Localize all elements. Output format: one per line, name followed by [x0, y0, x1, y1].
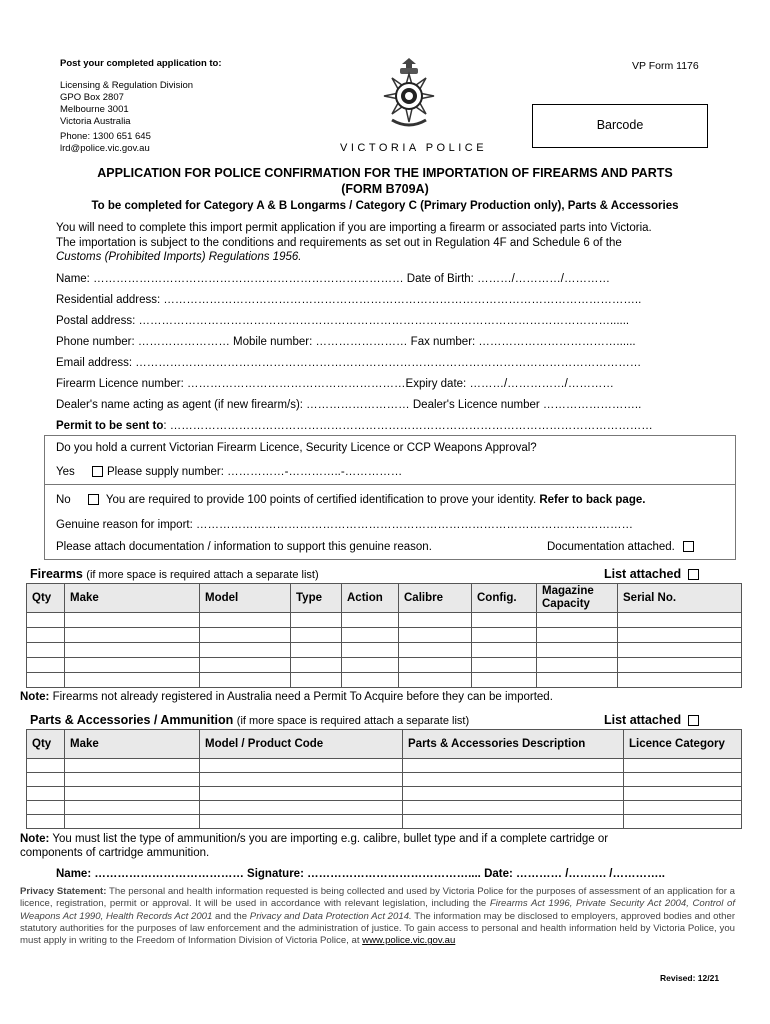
- address-line: Victoria Australia: [60, 116, 131, 127]
- table-row[interactable]: [27, 658, 742, 673]
- licence-question-box: [44, 435, 736, 485]
- list-attached-checkbox[interactable]: [688, 715, 699, 726]
- privacy-text: The personal and health information requested is being collected and used by Victoria Police for the purposes of assessment of an application for a licence, registration, permit or approval. It will be used in accordance with relevant legislation, including the: [20, 886, 735, 910]
- privacy-acts: Firearms Act 1996, Private Security Act 2004, Control of Weapons Act 1990, Health Records Act 2001: [20, 898, 735, 922]
- address-line: GPO Box 2807: [60, 92, 124, 103]
- residential-address-field[interactable]: Residential address: ……………………………………………………………………………………………………………..: [56, 294, 642, 306]
- doc-attached-option[interactable]: [547, 541, 698, 553]
- yes-option[interactable]: [56, 466, 402, 478]
- dealer-field[interactable]: Dealer's name acting as agent (if new firearm/s): ……………………… Dealer's Licence number ……………………..: [56, 399, 642, 411]
- col-qty: Qty: [27, 730, 65, 759]
- no-licence-box: [44, 484, 736, 560]
- privacy-acts: Privacy and Data Protection Act 2014.: [249, 910, 412, 922]
- col-make: Make: [65, 730, 200, 759]
- table-row[interactable]: [27, 628, 742, 643]
- parts-note: (if more space is required attach a separate list): [236, 715, 470, 727]
- form-number: (FORM B709A): [341, 182, 429, 196]
- barcode-label: Barcode: [596, 118, 644, 132]
- list-attached-checkbox[interactable]: [688, 569, 699, 580]
- col-description: Parts & Accessories Description: [403, 730, 624, 759]
- firearms-footnote: [20, 691, 553, 703]
- firearms-title: Firearms: [30, 567, 83, 581]
- parts-footnote: [20, 832, 608, 860]
- permit-send-field[interactable]: [56, 420, 653, 432]
- privacy-label: Privacy Statement:: [20, 886, 107, 897]
- table-row[interactable]: [27, 613, 742, 628]
- col-type: Type: [291, 584, 342, 613]
- intro-line: The importation is subject to the conditions and requirements as set out in Regulation 4F and Schedule 6 of the: [56, 237, 622, 249]
- note-text: components of cartridge ammunition.: [20, 847, 210, 859]
- note-label: Note:: [20, 691, 50, 703]
- contact: [60, 131, 151, 155]
- mailing-address: [60, 80, 193, 128]
- firearms-table: [26, 583, 742, 688]
- firearms-list-attached[interactable]: [604, 567, 703, 581]
- list-attached-label: List attached: [604, 567, 682, 581]
- email-field[interactable]: Email address: ……………………………………………………………………………………………………………………: [56, 357, 642, 369]
- post-label: Post your completed application to:: [60, 58, 222, 69]
- genuine-reason-field[interactable]: Genuine reason for import: ……………………………………………………………………………………………………: [56, 519, 633, 531]
- firearms-note: (if more space is required attach a separate list): [86, 569, 319, 581]
- table-row[interactable]: [27, 815, 742, 829]
- refer-back-page: Refer to back page: [539, 494, 643, 506]
- col-model-code: Model / Product Code: [200, 730, 403, 759]
- barcode-box: [532, 104, 708, 148]
- police-website-link[interactable]: www.police.vic.gov.au: [362, 935, 456, 947]
- address-line: Melbourne 3001: [60, 104, 129, 115]
- table-row[interactable]: [27, 673, 742, 688]
- permit-label: Permit to be sent to: [56, 420, 164, 432]
- yes-label: Yes: [56, 466, 75, 478]
- table-row[interactable]: [27, 787, 742, 801]
- table-row[interactable]: [27, 759, 742, 773]
- col-qty: Qty: [27, 584, 65, 613]
- form-title: APPLICATION FOR POLICE CONFIRMATION FOR THE IMPORTATION OF FIREARMS AND PARTS: [97, 166, 673, 180]
- licence-question: Do you hold a current Victorian Firearm Licence, Security Licence or CCP Weapons Approval?: [56, 442, 537, 454]
- intro-line: You will need to complete this import permit application if you are importing a firearm or associated parts into Victoria.: [56, 222, 652, 234]
- list-attached-label: List attached: [604, 713, 682, 727]
- parts-title: Parts & Accessories / Ammunition: [30, 713, 234, 727]
- col-action: Action: [342, 584, 399, 613]
- firearms-heading: [30, 567, 319, 581]
- licence-expiry-field[interactable]: Firearm Licence number: …………………………………………………Expiry date: ………/……………/…………: [56, 378, 614, 390]
- col-config: Config.: [472, 584, 537, 613]
- col-calibre: Calibre: [399, 584, 472, 613]
- note-label: Note:: [20, 833, 50, 845]
- yes-checkbox[interactable]: [92, 466, 103, 477]
- victoria-police-emblem-icon: [378, 56, 440, 138]
- no-checkbox[interactable]: [88, 494, 99, 505]
- phone-text: Phone: 1300 651 645: [60, 131, 151, 142]
- form-subtitle: To be completed for Category A & B Longarms / Category C (Primary Production only), Parts & Accessories: [91, 200, 679, 212]
- revised-date: Revised: 12/21: [660, 973, 720, 983]
- org-name: VICTORIA POLICE: [340, 142, 488, 154]
- intro-line: Customs (Prohibited Imports) Regulations 1956.: [56, 251, 302, 263]
- doc-attached-checkbox[interactable]: [683, 541, 694, 552]
- col-serial: Serial No.: [618, 584, 742, 613]
- no-option[interactable]: No You are required to provide 100 points of certified identification to prove your identity. Refer to back page.: [56, 494, 646, 506]
- email-text: lrd@police.vic.gov.au: [60, 143, 150, 154]
- privacy-text: and the: [215, 910, 248, 922]
- col-model: Model: [200, 584, 291, 613]
- signature-line[interactable]: Name: ………………………………… Signature: …………………………………….... Date: ………… /………. /…………..: [56, 868, 665, 880]
- form-id: VP Form 1176: [632, 60, 699, 72]
- yes-text: Please supply number: ……………-…………..-……………: [106, 466, 403, 478]
- table-row[interactable]: [27, 773, 742, 787]
- parts-table: [26, 729, 742, 829]
- parts-list-attached[interactable]: [604, 713, 703, 727]
- privacy-statement: [20, 886, 735, 947]
- parts-heading: [30, 713, 469, 727]
- no-text: You are required to provide 100 points of certified identification to prove your identity.: [105, 494, 537, 506]
- name-dob-field[interactable]: Name: ……………………………………………………………………… Date of Birth: ………/…………/…………: [56, 273, 610, 285]
- address-line: Licensing & Regulation Division: [60, 80, 194, 91]
- phone-fields[interactable]: Phone number: …………………… Mobile number: …………………… Fax number: ………………………………......: [56, 336, 636, 348]
- permit-dots: : ………………………………………………………………………………………………………………: [163, 420, 653, 432]
- table-row[interactable]: [27, 801, 742, 815]
- no-label: No: [56, 494, 71, 506]
- col-make: Make: [65, 584, 200, 613]
- doc-attached-label: Documentation attached.: [547, 541, 675, 553]
- attach-note: Please attach documentation / information to support this genuine reason.: [56, 541, 432, 553]
- col-licence-category: Licence Category: [624, 730, 742, 759]
- col-magazine: Magazine Capacity: [537, 584, 618, 613]
- table-row[interactable]: [27, 643, 742, 658]
- note-text: You must list the type of ammunition/s you are importing e.g. calibre, bullet type and if a complete cartridge or: [52, 833, 609, 845]
- privacy-text: The information may be disclosed to employers, approved bodies and other statutory authorities for the purposes of law enforcement and the administration of justice. To gain access to personal and health information held by Victoria Police, you must apply in writing to the Freedom of Information Division of Victoria Police, at: [20, 910, 736, 947]
- postal-address-field[interactable]: Postal address: ……………………………………………………………………………………………………………......: [56, 315, 630, 327]
- note-text: Firearms not already registered in Australia need a Permit To Acquire before they can be imported.: [52, 691, 553, 703]
